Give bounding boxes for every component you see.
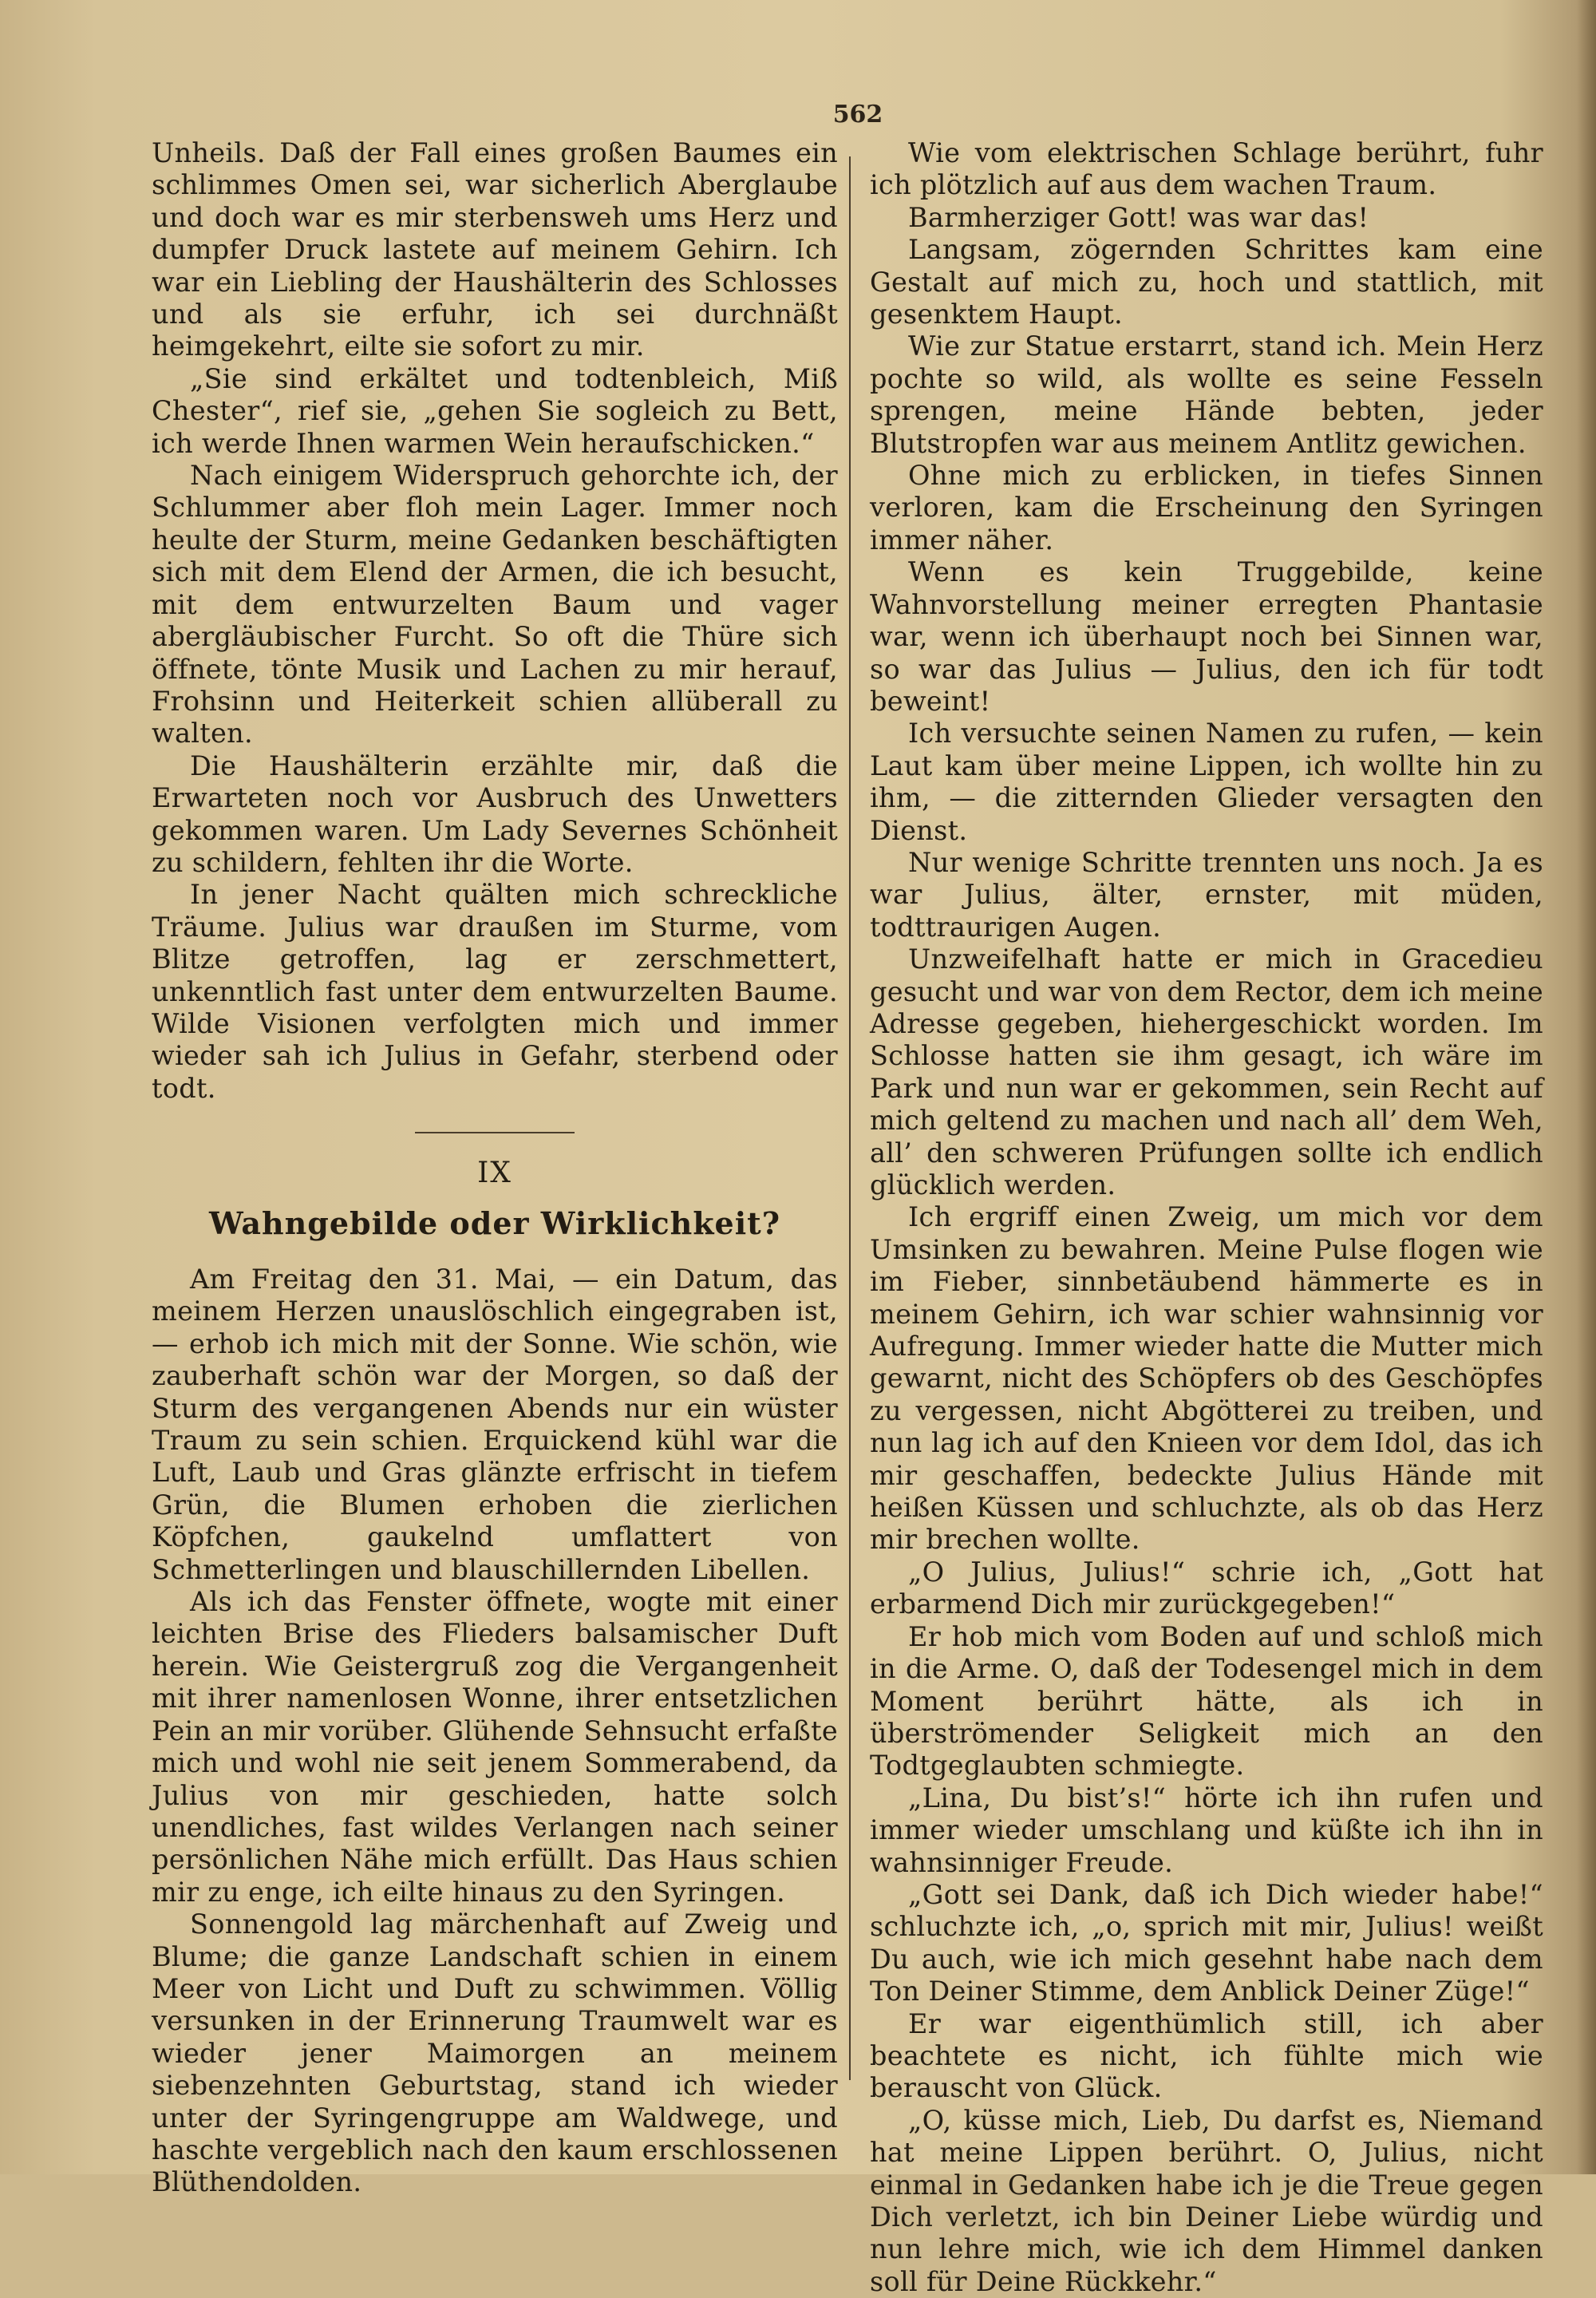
page-binding-shadow bbox=[1577, 0, 1596, 2174]
paragraph: Wenn es kein Truggebilde, keine Wahnvorstellung meiner erregten Phantasie war, wenn ich überhaupt noch bei Sinnen war, so war das Julius — Julius, den ich für todt beweint! bbox=[870, 556, 1543, 717]
paragraph: Unheils. Daß der Fall eines großen Baumes ein schlimmes Omen sei, war sicherlich Aberglaube und doch war es mir sterbensweh ums Herz und dumpfer Druck lastete auf meinem Gehirn. Ich war ein Liebling der Haushälterin des Schlosses und als sie erfuhr, ich sei durchnäßt heimgekehrt, eilte sie sofort zu mir. bbox=[152, 137, 838, 362]
paragraph: „O Julius, Julius!“ schrie ich, „Gott hat erbarmend Dich mir zurückgegeben!“ bbox=[870, 1556, 1543, 1620]
paragraph: Er war eigenthümlich still, ich aber beachtete es nicht, ich fühlte mich wie berauscht von Glück. bbox=[870, 2007, 1543, 2104]
paragraph: Wie vom elektrischen Schlage berührt, fuhr ich plötzlich auf aus dem wachen Traum. bbox=[870, 137, 1543, 201]
paragraph: Am Freitag den 31. Mai, — ein Datum, das meinem Herzen unauslöschlich eingegraben ist, — erhob ich mich mit der Sonne. Wie schön, wie zauberhaft schön war der Morgen, so daß der Sturm des vergangenen Abends nur ein wüster Traum zu sein schien. Erquickend kühl war die Luft, Laub und Gras glänzte erfrischt in tiefem Grün, die Blumen erhoben die zierlichen Köpfchen, gaukelnd umflattert von Schmetterlingen und blauschillernden Libellen. bbox=[152, 1264, 838, 1585]
paragraph: Nur wenige Schritte trennten uns noch. Ja es war Julius, älter, ernster, mit müden, todttraurigen Augen. bbox=[870, 846, 1543, 943]
paragraph: Barmherziger Gott! was war das! bbox=[908, 201, 1369, 233]
left-column bbox=[152, 137, 838, 2199]
paragraph: Wie zur Statue erstarrt, stand ich. Mein Herz pochte so wild, als wollte es seine Fesseln sprengen, meine Hände bebten, jeder Blutstropfen war aus meinem Antlitz gewichen. bbox=[870, 330, 1543, 459]
paragraph: Ohne mich zu erblicken, in tiefes Sinnen verloren, kam die Erscheinung den Syringen immer näher. bbox=[870, 460, 1543, 556]
paragraph: In jener Nacht quälten mich schreckliche Träume. Julius war draußen im Sturme, vom Blitze getroffen, lag er zerschmettert, unkenntlich fast unter dem entwurzelten Baume. Wilde Visionen verfolgten mich und immer wieder sah ich Julius in Gefahr, sterbend oder todt. bbox=[152, 879, 838, 1104]
paragraph: Die Haushälterin erzählte mir, daß die Erwarteten noch vor Ausbruch des Unwetters gekommen waren. Um Lady Severnes Schönheit zu schildern, fehlten ihr die Worte. bbox=[152, 750, 838, 878]
chapter-title: Wahngebilde oder Wirklichkeit? bbox=[209, 1204, 780, 1241]
paragraph: Sonnengold lag märchenhaft auf Zweig und Blume; die ganze Landschaft schien in einem Meer von Licht und Duft zu schwimmen. Völlig versunken in der Erinnerung Traumwelt war es wieder jener Maimorgen an meinem siebenzehnten Geburtstag, stand ich wieder unter der Syringengruppe am Waldwege, und haschte vergeblich nach den kaum erschlossenen Blüthendolden. bbox=[152, 1908, 838, 2198]
page-number: 562 bbox=[832, 101, 883, 129]
right-column bbox=[870, 137, 1543, 2298]
paragraph: Nach einigem Widerspruch gehorchte ich, der Schlummer aber floh mein Lager. Immer noch heulte der Sturm, meine Gedanken beschäftigten sich mit dem Elend der Armen, die ich besucht, mit dem entwurzelten Baum und vager abergläubischer Furcht. So oft die Thüre sich öffnete, tönte Musik und Lachen zu mir herauf, Frohsinn und Heiterkeit schien allüberall zu walten. bbox=[152, 460, 838, 750]
paragraph: „Lina, Du bist’s!“ hörte ich ihn rufen und immer wieder umschlang und küßte ich ihn in wahnsinniger Freude. bbox=[870, 1782, 1543, 1878]
section-separator bbox=[415, 1132, 575, 1133]
paragraph: „Sie sind erkältet und todtenbleich, Miß Chester“, rief sie, „gehen Sie sogleich zu Bett, ich werde Ihnen warmen Wein heraufschicken.“ bbox=[152, 362, 838, 459]
paragraph: „Gott sei Dank, daß ich Dich wieder habe!“ schluchzte ich, „o, sprich mit mir, Julius! weißt Du auch, wie ich mich gesehnt habe nach dem Ton Deiner Stimme, dem Anblick Deiner Züge!“ bbox=[870, 1878, 1543, 2007]
paragraph: Er hob mich vom Boden auf und schloß mich in die Arme. O, daß der Todesengel mich in dem Moment berührt hätte, als ich in überströmender Seligkeit mich an den Todtgeglaubten schmiegte. bbox=[870, 1620, 1543, 1782]
paragraph: Ich ergriff einen Zweig, um mich vor dem Umsinken zu bewahren. Meine Pulse flogen wie im Fieber, sinnbetäubend hämmerte es in meinem Gehirn, ich war schier wahnsinnig vor Aufregung. Immer wieder hatte die Mutter mich gewarnt, nicht des Schöpfers ob des Geschöpfes zu vergessen, nicht Abgötterei zu treiben, und nun lag ich auf den Knieen vor dem Idol, das ich mir geschaffen, bedeckte Julius Hände mit heißen Küssen und schluchzte, als ob das Herz mir brechen wollte. bbox=[870, 1201, 1543, 1556]
chapter-number: IX bbox=[477, 1157, 512, 1190]
paragraph: Als ich das Fenster öffnete, wogte mit einer leichten Brise des Flieders balsamischer Duft herein. Wie Geistergruß zog die Vergangenheit mit ihrer namenlosen Wonne, ihrer entsetzlichen Pein an mir vorüber. Glühende Sehnsucht erfaßte mich und wohl nie seit jenem Sommerabend, da Julius von mir geschieden, hatte solch unendliches, fast wildes Verlangen nach seiner persönlichen Nähe mich erfüllt. Das Haus schien mir zu enge, ich eilte hinaus zu den Syringen. bbox=[152, 1586, 838, 1908]
paragraph: Unzweifelhaft hatte er mich in Gracedieu gesucht und war von dem Rector, dem ich meine Adresse gegeben, hiehergeschickt worden. Im Schlosse hatten sie ihm gesagt, ich wäre im Park und nun war er gekommen, sein Recht auf mich geltend zu machen und nach all’ dem Weh, all’ den schweren Prüfungen sollte ich endlich glücklich werden. bbox=[870, 943, 1543, 1200]
paragraph: „O, küsse mich, Lieb, Du darfst es, Niemand hat meine Lippen berührt. O, Julius, nicht einmal in Gedanken habe ich je die Treue gegen Dich verletzt, ich bin Deiner Liebe würdig und nun lehre mich, wie ich dem Himmel danken soll für Deine Rückkehr.“ bbox=[870, 2104, 1543, 2297]
paragraph: Langsam, zögernden Schrittes kam eine Gestalt auf mich zu, hoch und stattlich, mit gesenktem Haupt. bbox=[870, 234, 1543, 330]
paragraph: Ich versuchte seinen Namen zu rufen, — kein Laut kam über meine Lippen, ich wollte hin zu ihm, — die zitternden Glieder versagten den Dienst. bbox=[870, 718, 1543, 846]
column-divider bbox=[849, 156, 851, 2080]
